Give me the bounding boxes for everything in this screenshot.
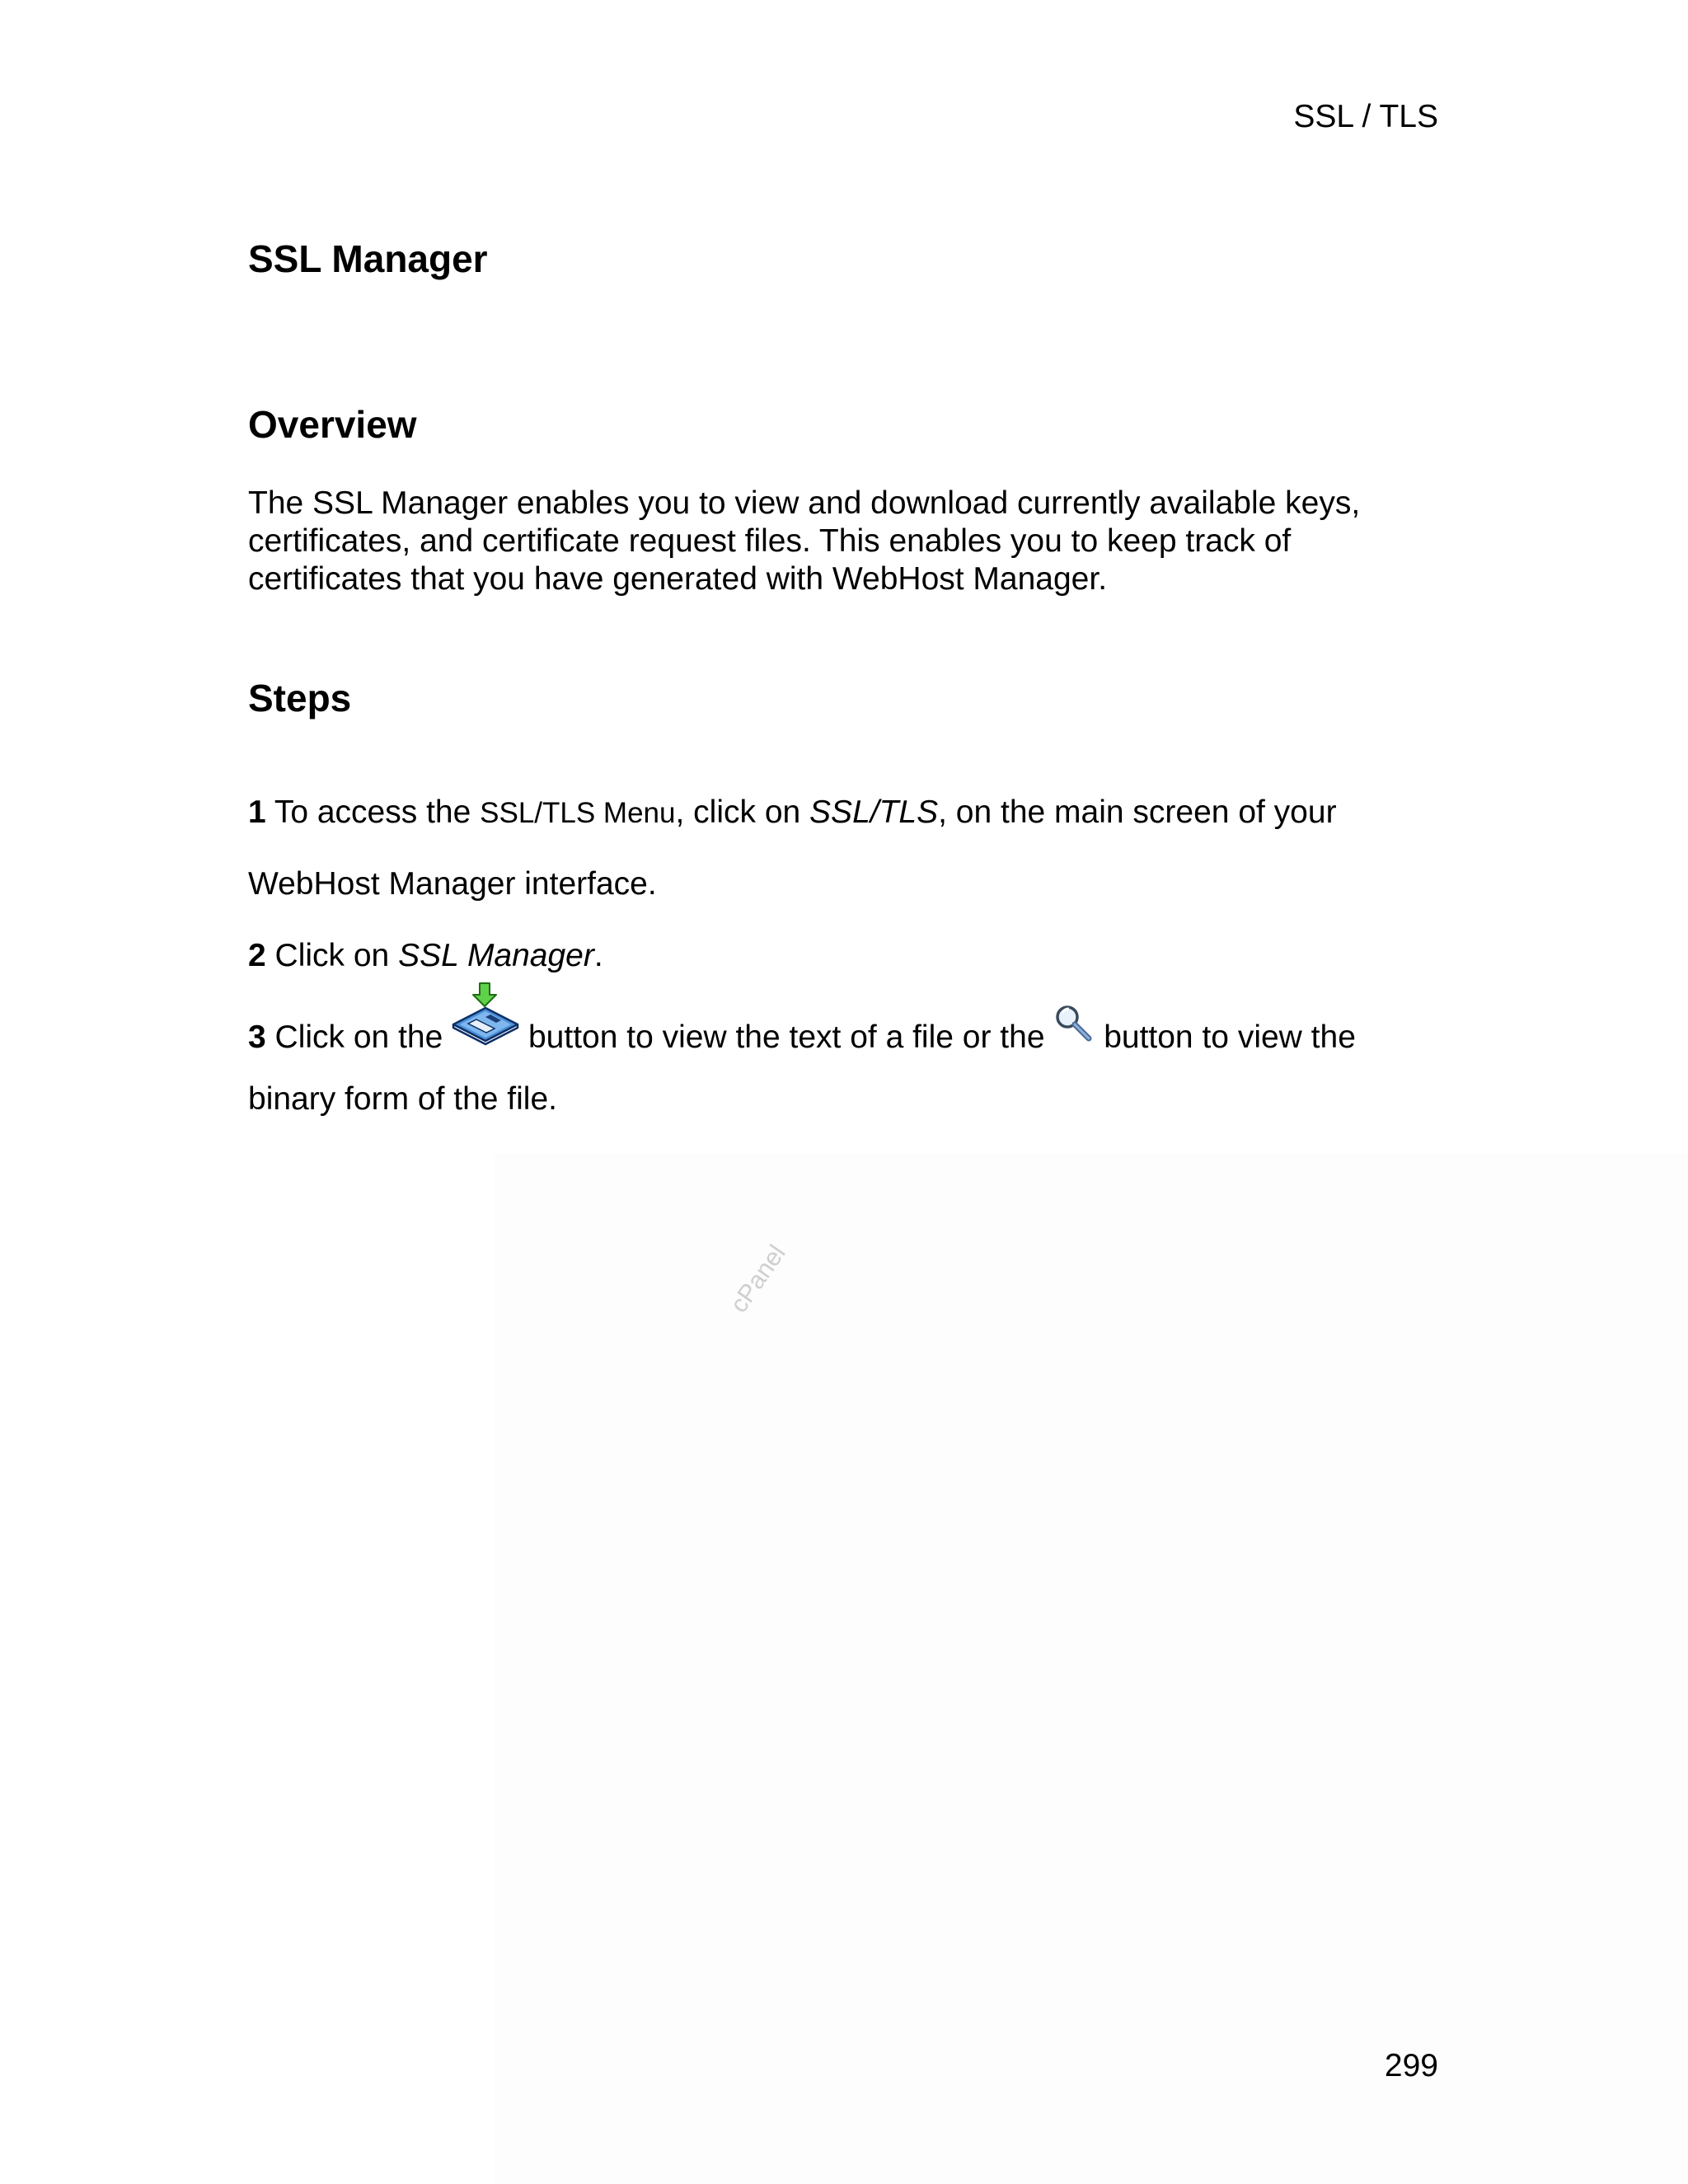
ssl-tls-link: SSL/TLS xyxy=(809,794,939,830)
step-number: 3 xyxy=(248,1019,266,1055)
step-text: button to view the xyxy=(1095,1019,1356,1055)
step-text: Click on the xyxy=(265,1019,452,1055)
overview-line: The SSL Manager enables you to view and download currently available keys, xyxy=(248,485,1361,521)
running-header: SSL / TLS xyxy=(1293,99,1438,134)
page-number: 299 xyxy=(1384,2048,1438,2083)
overview-line: certificates, and certificate request files. This enables you to keep track of xyxy=(248,523,1292,559)
step-text: To access the xyxy=(265,794,481,830)
page-shade xyxy=(495,1154,1688,2184)
step-3 xyxy=(248,1008,1356,1057)
ssl-manager-link: SSL Manager xyxy=(398,938,594,973)
step-text: , on the main screen of your xyxy=(938,794,1337,830)
step-3-continuation: binary form of the file. xyxy=(248,1081,557,1117)
step-number: 1 xyxy=(248,794,266,830)
step-2 xyxy=(248,936,603,976)
overview-line: certificates that you have generated with WebHost Manager. xyxy=(248,561,1108,597)
step-text: Click on xyxy=(265,938,399,973)
step-text: button to view the text of a file or the xyxy=(519,1019,1054,1055)
step-text: . xyxy=(593,938,603,973)
page-title: SSL Manager xyxy=(248,237,488,280)
overview-heading: Overview xyxy=(248,403,417,446)
overview-paragraph xyxy=(248,485,1451,598)
magnifier-icon xyxy=(1053,1008,1095,1047)
step-1 xyxy=(248,793,1337,833)
step-text: , click on xyxy=(675,794,810,830)
steps-heading: Steps xyxy=(248,677,352,719)
menu-name: SSL/TLS Menu xyxy=(480,797,676,829)
watermark: cPanel xyxy=(725,1240,791,1318)
step-number: 2 xyxy=(248,938,266,973)
step-1-continuation: WebHost Manager interface. xyxy=(248,866,657,902)
download-disk-icon xyxy=(452,1008,519,1047)
